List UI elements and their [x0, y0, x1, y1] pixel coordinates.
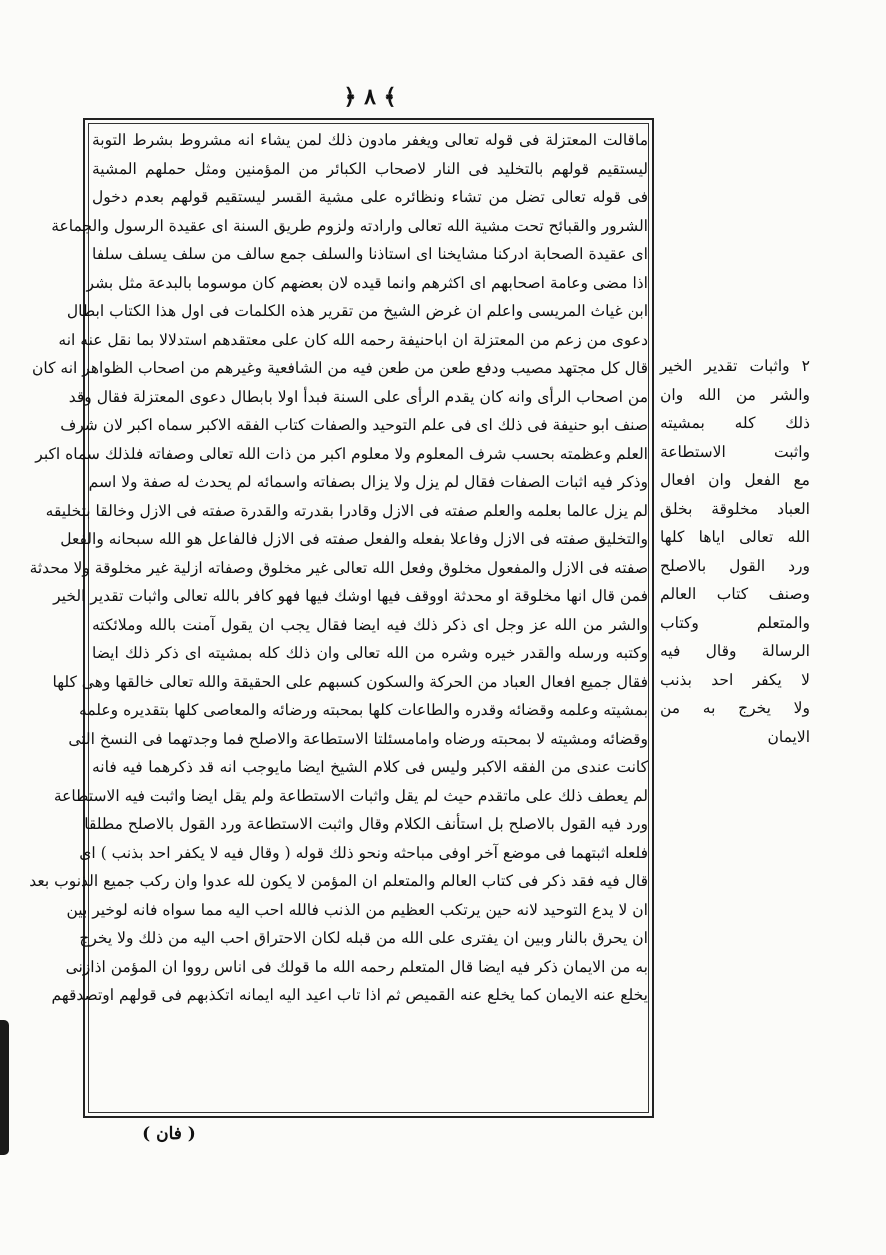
main-text	[29, 126, 648, 1010]
margin-note-line: وصنف كتاب العالم	[660, 585, 810, 603]
text-line: وكتبه ورسله والقدر خيره وشره من الله تعالى وان ذلك كله بمشيته اى ذكر ذلك ايضا	[92, 644, 648, 662]
margin-note-line: الله تعالى اياها كلها	[660, 528, 810, 546]
catchword: ( فان )	[142, 1124, 196, 1144]
text-line: ليستقيم قولهم بالتخليد فى النار لاصحاب الكبائر من المؤمنين ومثل حملهم المشية	[92, 159, 648, 178]
margin-note-line: الرسالة وقال فيه	[660, 642, 810, 660]
text-line: والشر من الله عز وجل اى ذكر ذلك فيه ايضا فقال يجب ان يقول آمنت بالله وملائكته	[92, 615, 648, 634]
margin-note-line: ورد القول بالاصلح	[660, 556, 810, 575]
text-line: كانت عندى من الفقه الاكبر وليس فى كلام الشيخ ايضا مايوجب انه قد ذكرهما فيه فانه	[92, 758, 648, 776]
text-line: وقضائه ومشيته لا بمحبته ورضاه وامامسئلتا الاستطاعة والاصلح فما وجدتهما فى النسخ التى	[68, 729, 648, 748]
margin-note-line: مع الفعل وان افعال	[660, 471, 810, 489]
text-line: فى قوله تعالى تضل من تشاء ونظائره على مشية القسر ليستقيم قولهم بعدم دخول	[92, 188, 648, 206]
text-line: اى عقيدة الصحابة ادركنا مشايخنا اى استاذنا والسلف جمع سالف من سلف يسلف سلفا	[92, 245, 648, 263]
margin-note-line: العباد مخلوقة بخلق	[660, 499, 810, 518]
margin-note-line: والمتعلم وكتاب	[660, 613, 810, 632]
margin-note-line: والشر من الله وان	[660, 385, 810, 404]
text-line: ان لا يدع التوحيد لانه حين يرتكب العظيم من الذنب فالله احب اليه مما سواه فانه لوخير بين	[66, 900, 648, 919]
margin-note-line: ذلك كله بمشيته	[660, 414, 810, 432]
text-line: ان يحرق بالنار وبين ان يفترى على الله من قبله لكان الاحتراق احب اليه من ذلك ولا يخرج	[79, 929, 648, 947]
text-line: صنف ابو حنيفة فى ذلك اى فى علم التوحيد والصفات كتاب الفقه الاكبر سماه اكبر لان شرف	[60, 416, 648, 434]
text-line: فمن قال انها مخلوقة او محدثة اووقف فيها اوشك فيها فهو كافر بالله تعالى واثبات تقدير الخير	[53, 587, 648, 605]
text-line: وذكر فيه اثبات الصفات فقال لم يزل ولا يزال بصفاته واسمائه لم يحدث له صفة ولا اسم	[88, 473, 648, 491]
margin-note	[660, 352, 810, 751]
text-line: به من الايمان ذكر فيه ايضا قال المتعلم رحمه الله ما قولك فى اناس رووا ان المؤمن اذازنى	[65, 957, 648, 976]
text-line: العلم وعظمته بحسب شرف المعلوم ولا معلوم اكبر من ذات الله تعالى وصفاته فلذلك سماه اكبر	[35, 444, 648, 463]
margin-note-line: ٢ واثبات تقدير الخير	[660, 357, 810, 375]
margin-note-line: الايمان	[767, 727, 810, 746]
text-line: ابن غياث المريسى واعلم ان غرض الشيخ من تقرير هذه الكلمات فى اول هذا الكتاب ابطال	[66, 302, 648, 320]
text-line: صفته فى الازل والمفعول مخلوق وفعل الله تعالى غير مخلوق وصفاته ازلية غير مخلوقة ولا محدثة	[29, 558, 648, 577]
text-line: ورد فيه القول بالاصلح بل استأنف الكلام وقال واثبت الاستطاعة ورد القول بالاصلح مطلقا	[84, 815, 648, 833]
text-line: دعوى من زعم من المعتزلة ان اباحنيفة رحمه الله كان على معتقدهم استدلالا بما نقل عنه انه	[58, 330, 648, 349]
page-number: ﴿ ٨ ﴾	[343, 84, 397, 110]
margin-note-line: لا يكفر احد بذنب	[660, 670, 810, 689]
text-line: فقال جميع افعال العباد من الحركة والسكون كسبهم على الحقيقة والله تعالى خالقها وهى كلها	[52, 672, 648, 691]
text-line: فلعله اثبتهما فى موضع آخر اوفى مباحثه ونحو ذلك قوله ( وقال فيه لا يكفر احد بذنب ) اى	[79, 843, 648, 862]
text-line: لم يعطف ذلك على ماتقدم حيث لم يقل واثبات الاستطاعة ولم يقل ايضا واثبت فيه الاستطاعة	[53, 786, 648, 805]
text-line: والتخليق صفته فى الازل وفاعلا بفعله والفعل صفته فى الازل فالفاعل هو الله سبحانه والفعل	[60, 530, 648, 548]
text-line: بمشيته وعلمه وقضائه وقدره والطاعات كلها بمحبته ورضائه والمعاصى كلها بتقديره وعلمه	[79, 701, 648, 719]
text-line: ماقالت المعتزلة فى قوله تعالى ويغفر مادون ذلك لمن يشاء انه مشروط بشرط التوبة	[92, 131, 648, 149]
text-line: الشرور والقبائح تحت مشية الله تعالى وارادته ولزوم طريق السنة اى عقيدة الرسول والجماعة	[51, 216, 648, 235]
text-line: قال كل مجتهد مصيب ودفع طعن من طعن فيه من الشافعية وغيرهم من اصحاب الظواهر انه كان	[32, 359, 648, 377]
text-line: قال فيه فقد ذكر فى كتاب العالم والمتعلم ان المؤمن لا يكون لله عدوا وان ركب جميع الذنوب بعد	[29, 872, 648, 890]
text-line: من اصحاب الرأى وانه كان يقدم الرأى على السنة فبدأ اولا بابطال دعوى المعتزلة فقال وقد	[68, 387, 648, 406]
margin-note-line: واثبت الاستطاعة	[660, 442, 810, 461]
margin-note-line: ولا يخرج به من	[660, 699, 810, 717]
text-line: يخلع عنه الايمان كما يخلع عنه القميص ثم اذا تاب اعيد اليه ايمانه اتكذبهم فى قولهم اوتصدقهم	[51, 986, 648, 1004]
text-line: اذا مضى وعامة اصحابهم اى اكثرهم وانما قيده لان بعضهم كان موسوما بالبدعة مثل بشر	[86, 273, 648, 292]
binding-shadow	[0, 1020, 9, 1155]
text-line: لم يزل عالما بعلمه والعلم صفته فى الازل وقادرا بقدرته والقدرة صفته فى الازل وخالقا بتخليقه	[45, 501, 648, 520]
